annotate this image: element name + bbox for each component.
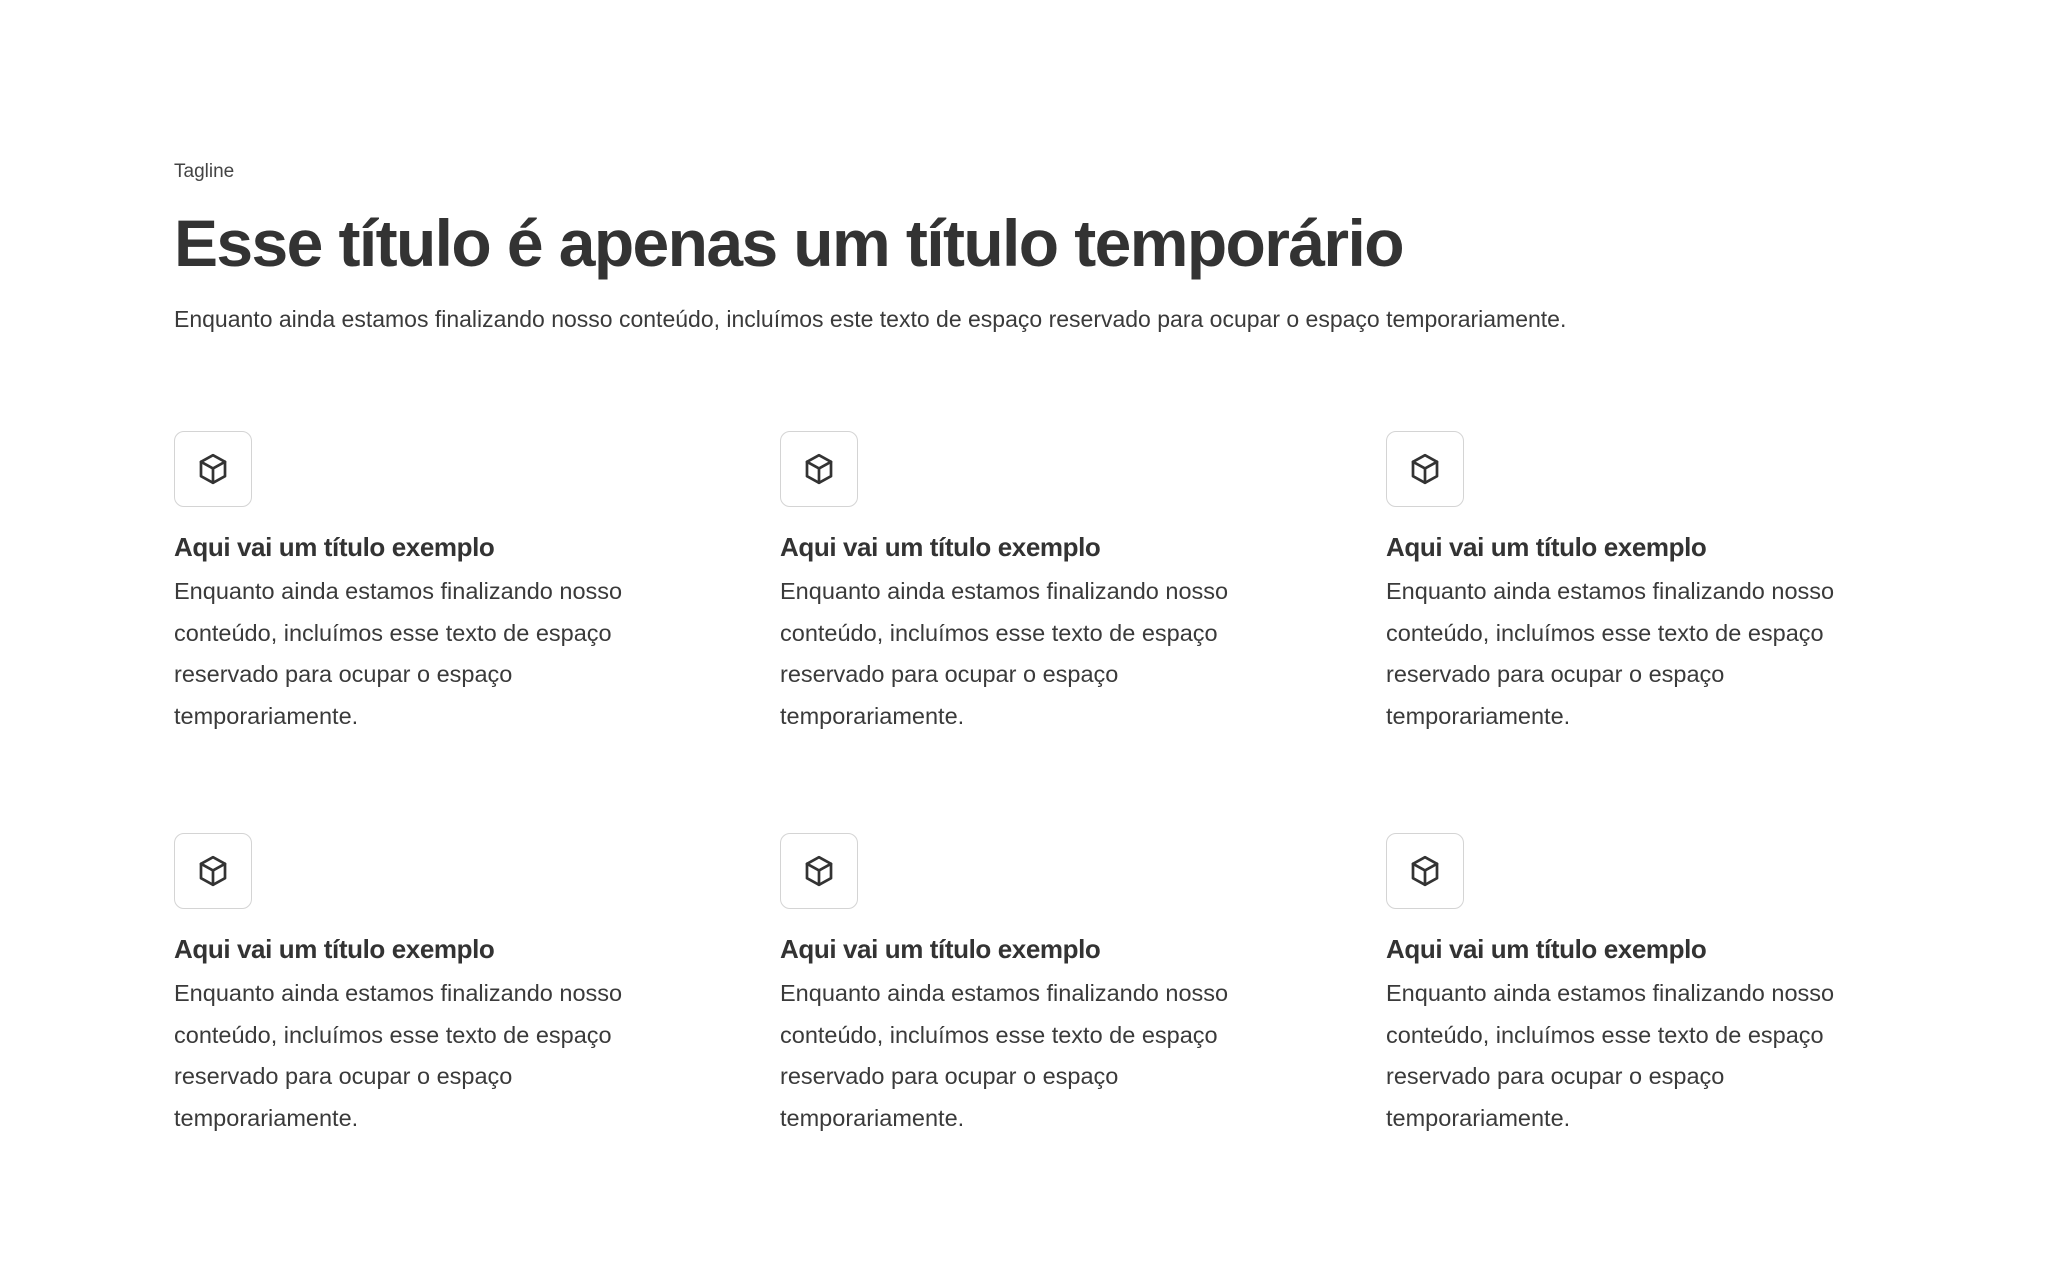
cube-icon [780,833,858,909]
feature-description: Enquanto ainda estamos finalizando nosso conteúdo, incluímos esse texto de espaço reservado para ocupar o espaço temporariamente. [780,980,1229,1131]
feature-description: Enquanto ainda estamos finalizando nosso conteúdo, incluímos esse texto de espaço reservado para ocupar o espaço temporariamente. [1386,578,1835,729]
feature-description: Enquanto ainda estamos finalizando nosso conteúdo, incluímos esse texto de espaço reservado para ocupar o espaço temporariamente. [1386,980,1835,1131]
feature-description: Enquanto ainda estamos finalizando nosso conteúdo, incluímos esse texto de espaço reservado para ocupar o espaço temporariamente. [174,980,623,1131]
feature-card [174,833,654,1129]
features-section [174,0,1874,1280]
page-title: Esse título é apenas um título temporário [174,206,1403,280]
feature-card [1386,431,1866,727]
cube-icon [1386,431,1464,507]
feature-title: Aqui vai um título exemplo [780,934,1101,964]
feature-card [780,431,1260,727]
feature-description: Enquanto ainda estamos finalizando nosso conteúdo, incluímos esse texto de espaço reservado para ocupar o espaço temporariamente. [780,578,1229,729]
feature-card [780,833,1260,1129]
feature-title: Aqui vai um título exemplo [1386,934,1707,964]
feature-title: Aqui vai um título exemplo [174,934,495,964]
page-subtitle: Enquanto ainda estamos finalizando nosso conteúdo, incluímos este texto de espaço reservado para ocupar o espaço temporariamente. [174,306,1567,332]
feature-card [174,431,654,727]
features-grid [174,431,1874,1129]
cube-icon [174,833,252,909]
cube-icon [174,431,252,507]
tagline: Tagline [174,161,235,182]
feature-description: Enquanto ainda estamos finalizando nosso conteúdo, incluímos esse texto de espaço reservado para ocupar o espaço temporariamente. [174,578,623,729]
feature-title: Aqui vai um título exemplo [780,532,1101,562]
feature-title: Aqui vai um título exemplo [1386,532,1707,562]
cube-icon [780,431,858,507]
feature-title: Aqui vai um título exemplo [174,532,495,562]
feature-card [1386,833,1866,1129]
cube-icon [1386,833,1464,909]
